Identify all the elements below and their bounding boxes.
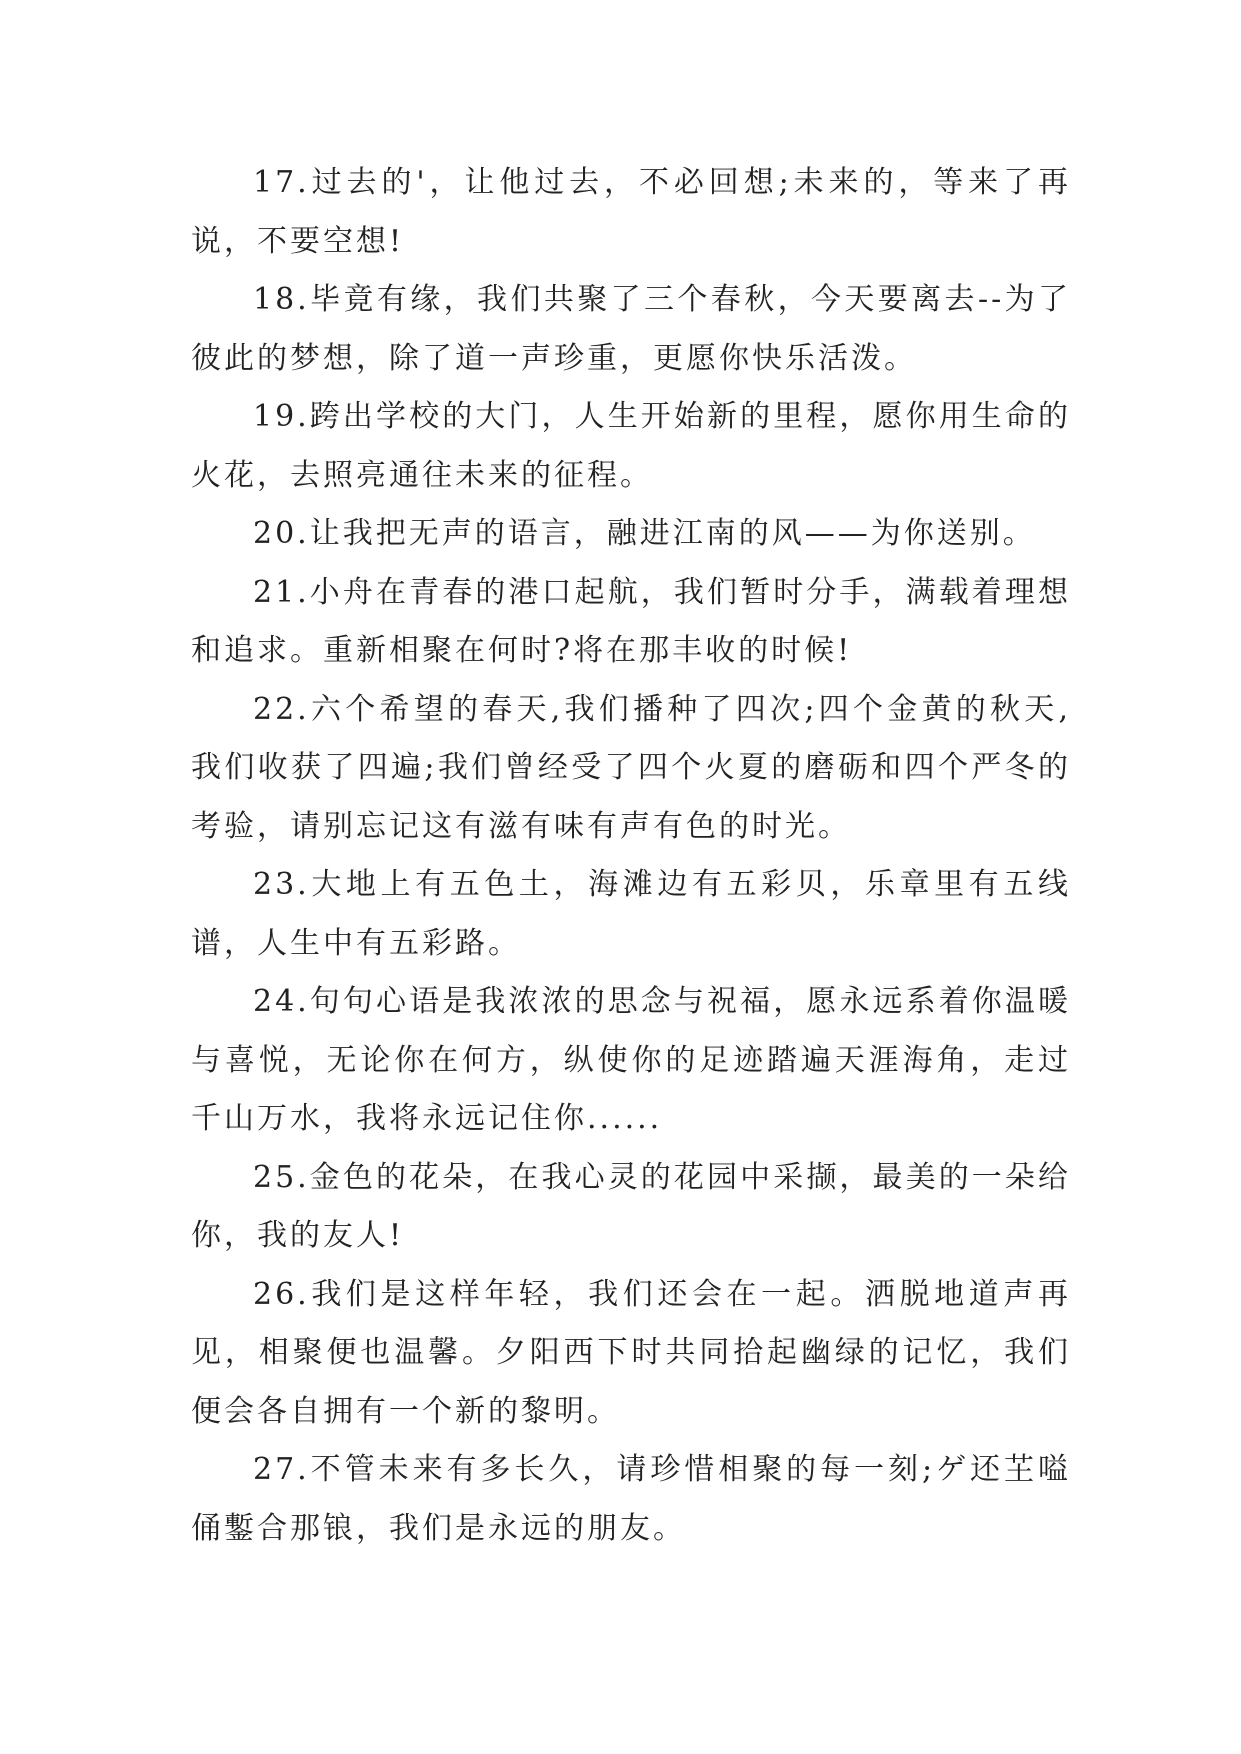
paragraph-17: 17.过去的'，让他过去，不必回想;未来的，等来了再说，不要空想! xyxy=(191,165,1071,259)
paragraph-26: 26.我们是这样年轻，我们还会在一起。洒脱地道声再见，相聚便也温馨。夕阳西下时共同拾起幽绿的记忆，我们便会各自拥有一个新的黎明。 xyxy=(191,1276,1071,1429)
document-body xyxy=(191,154,1071,1558)
paragraph-20: 20.让我把无声的语言，融进江南的风——为你送别。 xyxy=(253,516,1036,551)
paragraph-22: 22.六个希望的春天,我们播种了四次;四个金黄的秋天,我们收获了四遍;我们曾经受了四个火夏的磨砺和四个严冬的考验，请别忘记这有滋有味有声有色的时光。 xyxy=(191,691,1071,844)
paragraph-21: 21.小舟在青春的港口起航，我们暂时分手，满载着理想和追求。重新相聚在何时?将在那丰收的时候! xyxy=(191,574,1071,668)
paragraph-18: 18.毕竟有缘，我们共聚了三个春秋，今天要离去--为了彼此的梦想，除了道一声珍重，更愿你快乐活泼。 xyxy=(191,282,1071,376)
paragraph-23: 23.大地上有五色土，海滩边有五彩贝，乐章里有五线谱，人生中有五彩路。 xyxy=(191,867,1071,961)
paragraph-24: 24.句句心语是我浓浓的思念与祝福，愿永远系着你温暖与喜悦，无论你在何方，纵使你的足迹踏遍天涯海角，走过千山万水，我将永远记住你...... xyxy=(191,984,1071,1136)
paragraph-27: 27.不管未来有多长久，请珍惜相聚的每一刻;ゲ还芏嗌俑鏨合那锒，我们是永远的朋友。 xyxy=(191,1452,1071,1546)
paragraph-19: 19.跨出学校的大门，人生开始新的里程，愿你用生命的火花，去照亮通往未来的征程。 xyxy=(191,399,1071,493)
paragraph-25: 25.金色的花朵，在我心灵的花园中采撷，最美的一朵给你，我的友人! xyxy=(191,1159,1071,1253)
